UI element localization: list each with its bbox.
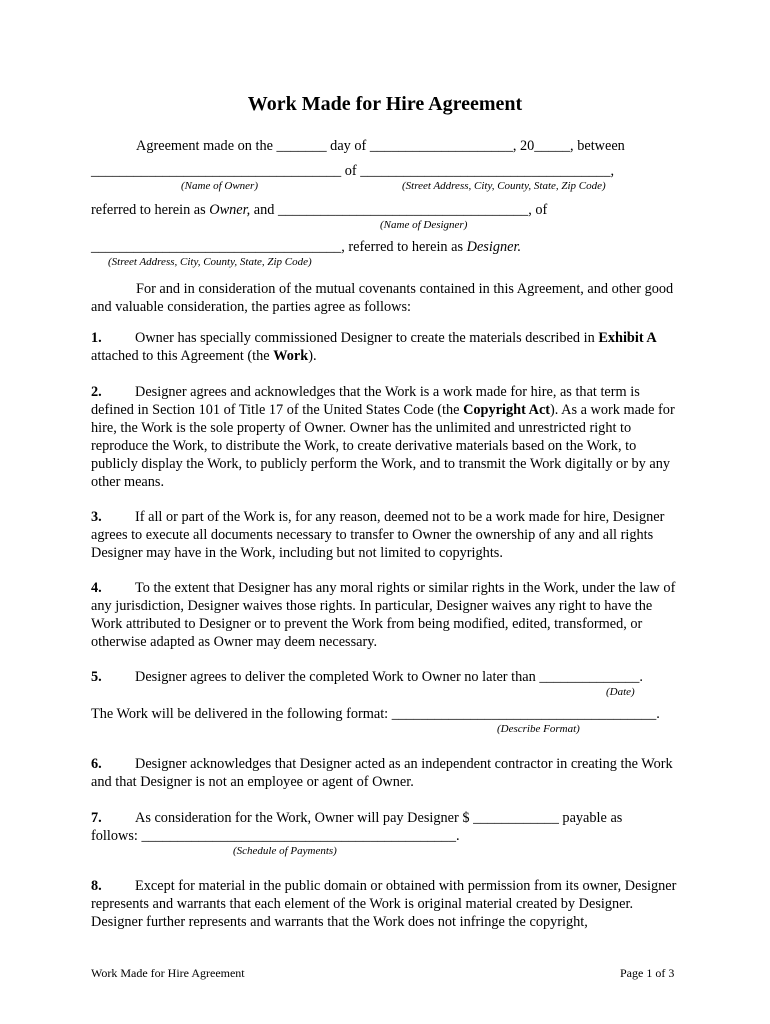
day-blank[interactable]: _______ (276, 138, 327, 154)
caption-designer-address: (Street Address, City, County, State, Zip Code) (108, 256, 312, 268)
owner-name-blank[interactable]: ___________________________________ (91, 163, 342, 179)
document-title: Work Made for Hire Agreement (247, 93, 523, 115)
footer-document-title: Work Made for Hire Agreement (91, 966, 245, 980)
consideration-paragraph: For and in consideration of the mutual covenants contained in this Agreement, and other good and valuable consideration, the parties agree as follows: (91, 281, 674, 315)
footer-page-number: Page 1 of 3 (620, 966, 675, 980)
section-6: 6. Designer acknowledges that Designer acted as an independent contractor in creating the Work and that Designer is not an employee or agent of Owner. (91, 756, 673, 790)
section-number: 3. (91, 509, 102, 525)
designer-line: referred to herein as Owner, and ___________________________________, of (91, 202, 548, 218)
delivery-format-blank[interactable]: _____________________________________ (391, 706, 657, 722)
section-5: 5. Designer agrees to deliver the completed Work to Owner no later than ______________. (91, 669, 643, 685)
section-number: 5. (91, 669, 102, 685)
caption-owner-address: (Street Address, City, County, State, Zip Code) (402, 180, 606, 192)
section-8: 8. Except for material in the public domain or obtained with permission from its owner, Designer represents and warrants that each element of the Work is original material created by Designer. Designer further represents and warrants that the Work does not infringe the copyright, (91, 878, 677, 930)
section-1: 1. Owner has specially commissioned Designer to create the materials described in Exhibit A attached to this Agreement (the Work). (91, 330, 657, 364)
year-blank[interactable]: _____ (534, 138, 571, 154)
payment-schedule-blank[interactable]: ____________________________________________ (141, 828, 456, 844)
caption-describe-format: (Describe Format) (497, 723, 580, 735)
caption-name-of-owner: (Name of Owner) (181, 180, 258, 192)
payment-schedule-line: follows: ____________________________________________. (91, 828, 460, 844)
payment-amount-blank[interactable]: ____________ (473, 810, 559, 826)
section-number: 6. (91, 756, 102, 772)
caption-schedule-of-payments: (Schedule of Payments) (233, 845, 337, 857)
section-2: 2. Designer agrees and acknowledges that the Work is a work made for hire, as that term is defined in Section 101 of Title 17 of the United States Code (the Copyright Act). As a work made for hire, the Work is the sole property of Owner. Owner has the unlimited and unrestricted right to reproduce the Work, to distribute the Work, to create derivative materials based on the Work, to publicly display the Work, to publicly perform the Work, and to transmit the Work digitally or by any other means. (91, 384, 675, 490)
agreement-date-line: Agreement made on the _______ day of ____________________, 20_____, between (136, 138, 625, 154)
owner-address-blank[interactable]: ___________________________________ (360, 163, 611, 179)
section-number: 7. (91, 810, 102, 826)
delivery-format-line: The Work will be delivered in the following format: _____________________________________. (91, 706, 660, 722)
caption-name-of-designer: (Name of Designer) (380, 219, 468, 231)
section-number: 4. (91, 580, 102, 596)
section-number: 2. (91, 384, 102, 400)
designer-name-blank[interactable]: ___________________________________ (278, 202, 529, 218)
designer-address-blank[interactable]: ___________________________________ (91, 239, 342, 255)
section-number: 8. (91, 878, 102, 894)
caption-date: (Date) (606, 686, 635, 698)
month-blank[interactable]: ____________________ (369, 138, 513, 154)
section-number: 1. (91, 330, 102, 346)
section-3: 3. If all or part of the Work is, for any reason, deemed not to be a work made for hire, Designer agrees to execute all documents necessary to transfer to Owner the ownership of any and all rights Designer may have in the Work, including but not limited to copyrights. (91, 509, 665, 561)
delivery-date-blank[interactable]: ______________ (539, 669, 640, 685)
section-4: 4. To the extent that Designer has any moral rights or similar rights in the Work, under the law of any jurisdiction, Designer waives those rights. In particular, Designer waives any right to have the Work attributed to Designer or to prevent the Work from being modified, edited, transformed, or otherwise adapted as Owner may deem necessary. (91, 580, 676, 650)
section-7: 7. As consideration for the Work, Owner will pay Designer $ ____________ payable as (91, 810, 623, 826)
owner-line: ___________________________________ of ___________________________________, (91, 163, 615, 179)
designer-address-line: ___________________________________, referred to herein as Designer. (91, 239, 522, 255)
